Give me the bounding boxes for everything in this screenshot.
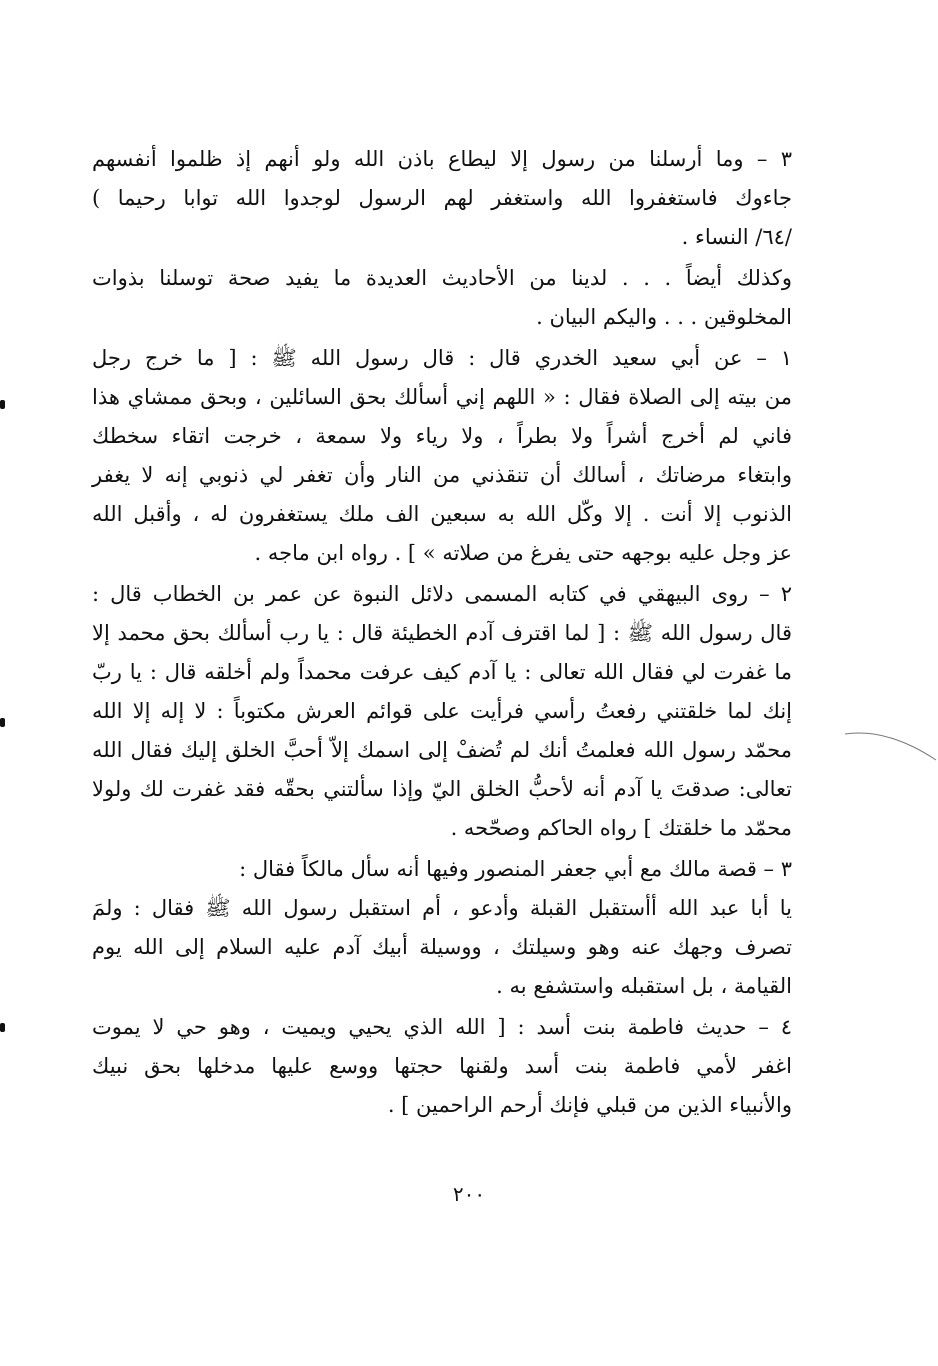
text-line: ٣ – وما أرسلنا من رسول إلا ليطاع باذن الله ولو أنهم إذ ظلموا أنفسهم [92,147,792,171]
text-line: القيامة ، بل استقبله واستشفع به . [496,974,792,998]
text-line: الذنوب إلا أنت . إلا وكّل الله به سبعين الف ملك يستغفرون له ، وأقبل الله [92,502,792,526]
paragraph-hadith-4 [92,1008,792,1125]
text-line: محمّد ما خلقتك ] رواه الحاكم وصحّحه . [450,816,792,840]
paragraph-hadith-2 [92,575,792,848]
paragraph-intro [92,259,792,337]
paragraph-verse [92,140,792,257]
body-text [92,140,792,1125]
text-line: وابتغاء مرضاتك ، أسالك أن تنقذني من النار وأن تغفر لي ذنوبي إنه لا يغفر [92,463,792,487]
text-line: والأنبياء الذين من قبلي فإنك أرحم الراحمين ] . [387,1093,792,1117]
text-line: ٣ – قصة مالك مع أبي جعفر المنصور وفيها أنه سأل مالكاً فقال : [239,857,792,881]
text-line: جاءوك فاستغفروا الله واستغفر لهم الرسول لوجدوا الله توابا رحيما ) [92,186,792,210]
text-line: فاني لم أخرج أشراً ولا بطراً ، ولا رياء ولا سمعة ، خرجت اتقاء سخطك [92,424,792,448]
text-line: إنك لما خلقتني رفعتُ رأسي فرأيت على قوائم العرش مكتوباً : لا إله إلا الله [92,699,792,723]
text-line: ٢ – روى البيهقي في كتابه المسمى دلائل النبوة عن عمر بن الخطاب قال : [92,582,792,606]
text-line: تعالى: صدقتَ يا آدم أنه لأحبُّ الخلق اليّ وإذا سألتني بحقّه فقد غفرت لك ولولا [92,777,792,801]
page-number: ٢٠٠ [452,1182,486,1206]
paragraph-hadith-1 [92,339,792,573]
text-line: ٤ – حديث فاطمة بنت أسد : [ الله الذي يحيي ويميت ، وهو حي لا يموت [92,1015,792,1039]
text-line: محمّد رسول الله فعلمتُ أنك لم تُضفْ إلى اسمك إلاّ أحبَّ الخلق إليك فقال الله [92,738,792,762]
text-line: المخلوقين . . . واليكم البيان . [536,305,792,329]
text-line: يا أبا عبد الله أأستقبل القبلة وأدعو ، أم استقبل رسول الله ﷺ فقال : ولمَ [92,896,792,920]
text-line: اغفر لأمي فاطمة بنت أسد ولقنها حجتها ووسع عليها مدخلها بحق نبيك [92,1054,792,1078]
text-line: قال رسول الله ﷺ : [ لما اقترف آدم الخطيئة قال : يا رب أسألك بحق محمد إلا [92,621,792,645]
margin-mark [0,718,5,727]
text-line: وكذلك أيضاً . . . لدينا من الأحاديث العديدة ما يفيد صحة توسلنا بذوات [92,266,792,290]
margin-mark [0,400,5,409]
text-line: ما غفرت لي فقال الله تعالى : يا آدم كيف عرفت محمداً ولم أخلقه قال : يا ربّ [92,660,792,684]
text-line: /٦٤/ النساء . [681,225,792,249]
paragraph-story-3 [92,850,792,1006]
text-line: من بيته إلى الصلاة فقال : « اللهم إني أسألك بحق السائلين ، وبحق ممشاي هذا [92,385,792,409]
scan-arc [843,726,938,766]
margin-mark [0,1023,5,1032]
text-line: عز وجل عليه بوجهه حتى يفرغ من صلاته » ] . رواه ابن ماجه . [254,541,792,565]
text-line: تصرف وجهك عنه وهو وسيلتك ، ووسيلة أبيك آدم عليه السلام إلى الله يوم [92,935,792,959]
text-line: ١ – عن أبي سعيد الخدري قال : قال رسول الله ﷺ : [ ما خرج رجل [92,346,792,370]
